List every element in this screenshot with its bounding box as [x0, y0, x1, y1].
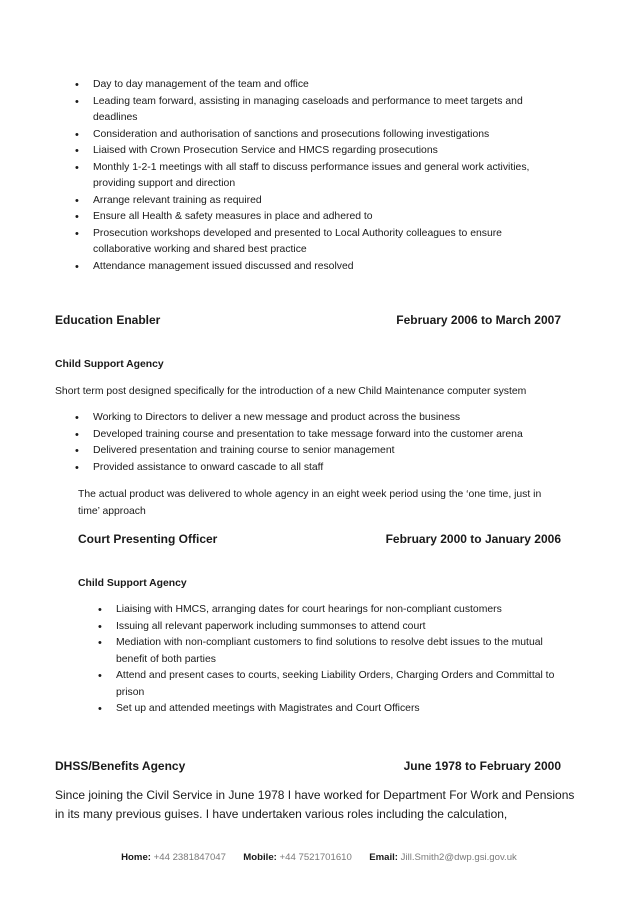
- job-organisation: Child Support Agency: [55, 359, 164, 370]
- mobile-label: Mobile:: [243, 852, 277, 863]
- list-item: • Attend and present cases to courts, seeking Liability Orders, Charging Orders and Committal to prison: [116, 668, 566, 701]
- job-heading-education-enabler: [55, 312, 561, 328]
- list-item: • Ensure all Health & safety measures in place and adhered to: [93, 209, 563, 226]
- job-outcome: The actual product was delivered to whole agency in an eight week period using the ‘one time, just in time’ approach: [78, 489, 542, 517]
- job-paragraph-line: Since joining the Civil Service in June 1978 I have worked for Department For Work and Pensions: [55, 788, 575, 802]
- job-heading-court-presenting-officer: [78, 531, 561, 547]
- job-organisation: Child Support Agency: [78, 578, 187, 589]
- list-item: • Consideration and authorisation of sanctions and prosecutions following investigations: [93, 127, 563, 144]
- email-address[interactable]: Jill.Smith2@dwp.gsi.gov.uk: [400, 852, 517, 863]
- list-item: • Liaising with HMCS, arranging dates for court hearings for non-compliant customers: [116, 602, 566, 619]
- job-paragraph-line: in its many previous guises. I have undertaken various roles including the calculation,: [55, 807, 508, 821]
- list-item: • Mediation with non-compliant customers to find solutions to resolve debt issues to the mutual benefit of both parties: [116, 635, 566, 668]
- list-item: • Day to day management of the team and office: [93, 77, 563, 94]
- previous-role-duties-list: [93, 77, 563, 275]
- list-item: • Prosecution workshops developed and presented to Local Authority colleagues to ensure collaborative working and shared best practice: [93, 226, 563, 259]
- list-item: • Arrange relevant training as required: [93, 193, 563, 210]
- job-duties-list: [116, 602, 566, 718]
- list-item: • Liaised with Crown Prosecution Service and HMCS regarding prosecutions: [93, 143, 563, 160]
- job-dates: February 2006 to March 2007: [396, 313, 561, 327]
- job-duties-list: [93, 410, 563, 476]
- job-title: Court Presenting Officer: [78, 532, 218, 546]
- job-heading-dhss-benefits-agency: [55, 758, 561, 774]
- home-phone: +44 2381847047: [153, 852, 226, 863]
- list-item: • Leading team forward, assisting in managing caseloads and performance to meet targets and deadlines: [93, 94, 563, 127]
- job-dates: June 1978 to February 2000: [403, 759, 561, 773]
- contact-footer: [0, 851, 638, 865]
- mobile-phone: +44 7521701610: [279, 852, 352, 863]
- list-item: • Delivered presentation and training course to senior management: [93, 443, 563, 460]
- job-title: Education Enabler: [55, 313, 161, 327]
- list-item: • Developed training course and presentation to take message forward into the customer arena: [93, 427, 563, 444]
- list-item: • Monthly 1-2-1 meetings with all staff to discuss performance issues and general work activities, providing support and direction: [93, 160, 563, 193]
- job-title: DHSS/Benefits Agency: [55, 759, 186, 773]
- job-dates: February 2000 to January 2006: [385, 532, 561, 546]
- email-label: Email:: [369, 852, 398, 863]
- list-item: • Provided assistance to onward cascade to all staff: [93, 460, 563, 477]
- job-summary: Short term post designed specifically for the introduction of a new Child Maintenance computer system: [55, 386, 527, 397]
- home-label: Home:: [121, 852, 151, 863]
- list-item: • Issuing all relevant paperwork including summonses to attend court: [116, 619, 566, 636]
- list-item: • Working to Directors to deliver a new message and product across the business: [93, 410, 563, 427]
- list-item: • Set up and attended meetings with Magistrates and Court Officers: [116, 701, 566, 718]
- list-item: • Attendance management issued discussed and resolved: [93, 259, 563, 276]
